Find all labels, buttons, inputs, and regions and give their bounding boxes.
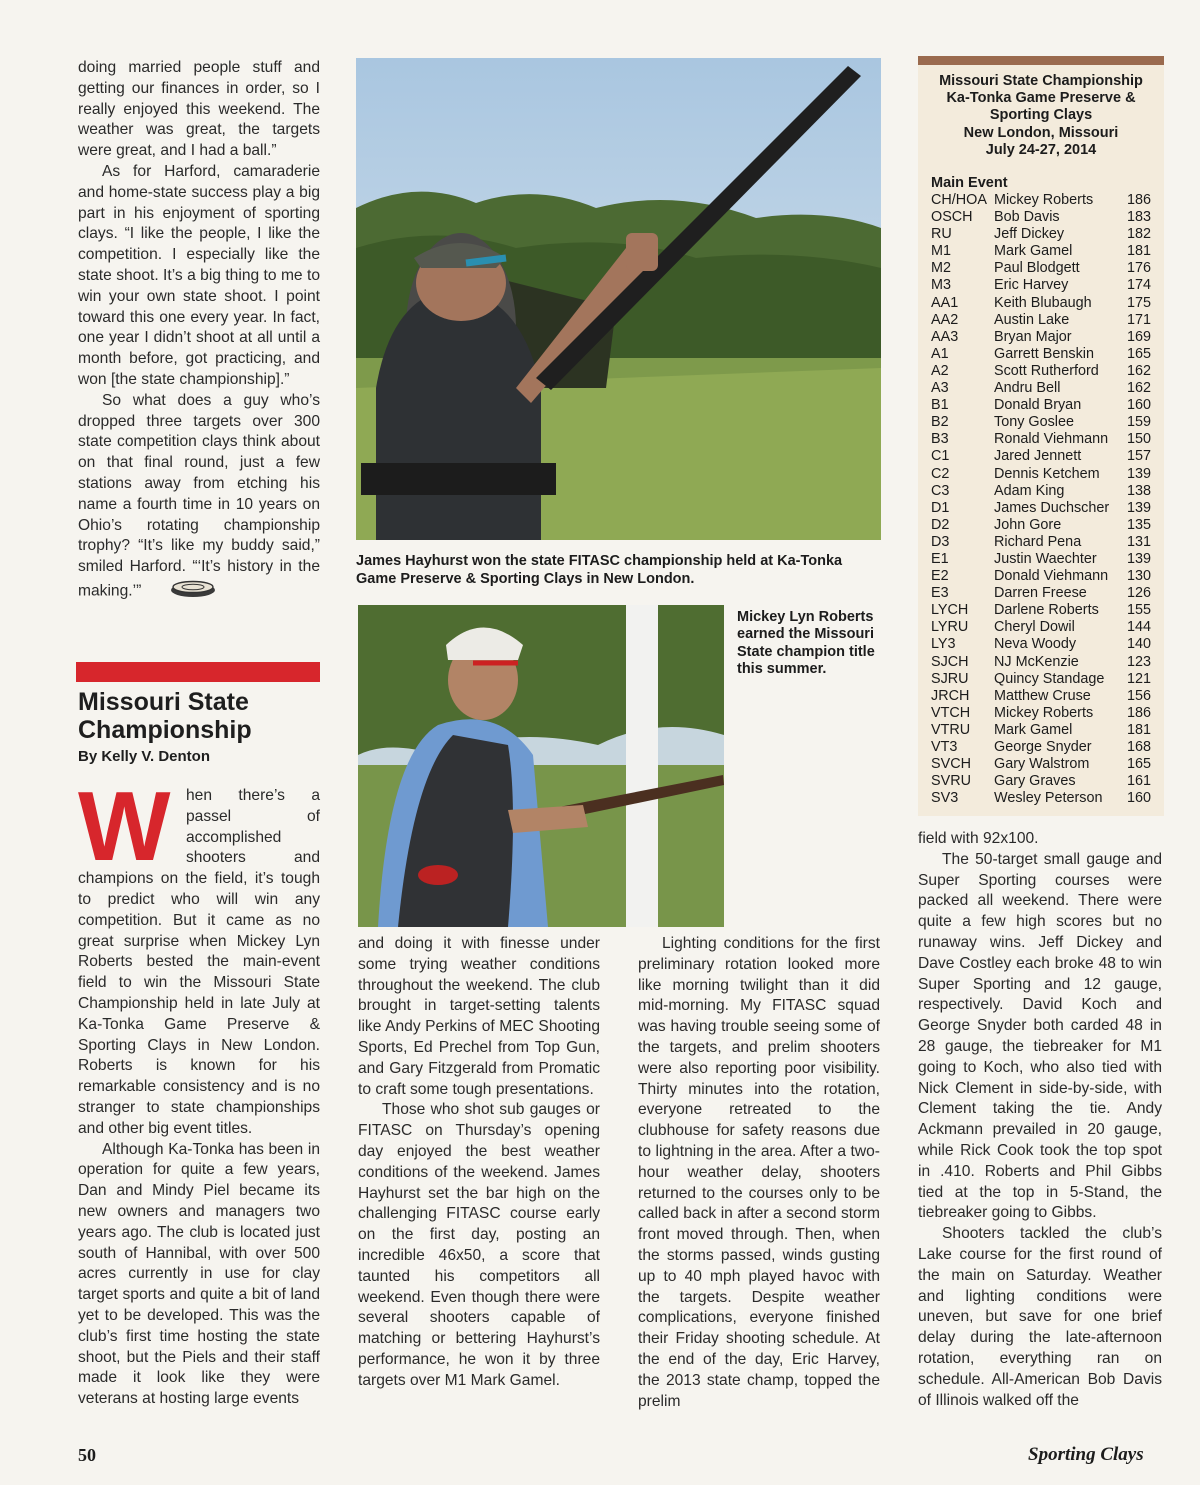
paragraph: and doing it with finesse under some trying weather conditions throughout the weekend. The club brought in target-setting talents like Andy Perkins of MEC Shooting Sports, Ed Prechel from Top Gun, and Gary Fitzgerald from Promatic to craft some tough presentations. <box>358 935 600 1098</box>
result-score: 159 <box>1126 414 1151 431</box>
result-score: 186 <box>1126 704 1151 721</box>
result-score: 160 <box>1126 397 1151 414</box>
result-score: 160 <box>1126 790 1151 807</box>
results-row <box>931 705 1151 722</box>
result-score: 165 <box>1126 345 1151 362</box>
results-sidebar-rule <box>918 56 1164 65</box>
result-name: Donald Viehmann <box>994 568 1109 585</box>
results-row <box>931 414 1151 431</box>
result-name: Bob Davis <box>994 209 1060 226</box>
results-row <box>931 329 1151 346</box>
result-name: Gary Walstrom <box>994 756 1090 773</box>
result-name: Jeff Dickey <box>994 226 1065 243</box>
result-class: B3 <box>931 431 949 448</box>
result-class: A3 <box>931 380 949 397</box>
results-row <box>931 602 1151 619</box>
results-row <box>931 312 1151 329</box>
result-class: OSCH <box>931 209 973 226</box>
results-row <box>931 295 1151 312</box>
result-class: M1 <box>931 243 951 260</box>
result-name: Neva Woody <box>994 636 1077 653</box>
result-class: E2 <box>931 568 949 585</box>
result-score: 186 <box>1126 192 1151 208</box>
results-row <box>931 260 1151 277</box>
result-class: LYCH <box>931 602 969 619</box>
result-score: 157 <box>1126 448 1151 465</box>
result-name: James Duchscher <box>994 499 1110 516</box>
clay-target-icon <box>145 578 217 605</box>
paragraph: field with 92x100. <box>918 830 1039 847</box>
result-name: Keith Blubaugh <box>994 294 1092 311</box>
results-row <box>931 209 1151 226</box>
results-row <box>931 483 1151 500</box>
paragraph: Although Ka-Tonka has been in operation for quite a few years, Dan and Mindy Piel became its new owners and managers two years ago. The club is located just south of Hannibal, with over 500 acres currently in use for clay target sports and quite a bit of land yet to be developed. This was the club’s first time hosting the state shoot, but the Piels and their staff made it look like they were veterans at hosting large events <box>78 1140 320 1408</box>
result-class: JRCH <box>931 687 970 704</box>
result-class: C3 <box>931 482 950 499</box>
result-score: 171 <box>1126 311 1151 328</box>
result-name: Bryan Major <box>994 328 1072 345</box>
results-row <box>931 756 1151 773</box>
result-score: 176 <box>1126 260 1151 277</box>
results-row <box>931 636 1151 653</box>
result-class: E3 <box>931 585 949 602</box>
lead-paragraph <box>78 771 320 1140</box>
results-row <box>931 551 1151 568</box>
results-row <box>931 671 1151 688</box>
result-name: Wesley Peterson <box>994 790 1103 807</box>
results-row <box>931 739 1151 756</box>
result-name: Mark Gamel <box>994 243 1073 260</box>
paragraph: Lighting conditions for the first preliminary rotation looked more like morning twilight than it did mid-morning. My FITASC squad was having trouble seeing some of the targets, and prelim shooters were also reporting poor visibility. Thirty minutes into the rotation, everyone retreated to the clubhouse for safety reasons due to lightning in the area. After a two-hour weather delay, shooters returned to the courses only to be called back in after a second storm front moved through. Then, when the storms passed, winds gusting up to 40 mph played havoc with the targets. Despite weather complications, everyone finished their Friday shooting schedule. At the end of the day, Eric Harvey, the 2013 state champ, topped the prelim <box>638 935 880 1410</box>
result-class: CH/HOA <box>931 192 987 208</box>
results-row <box>931 534 1151 551</box>
result-name: Richard Pena <box>994 533 1082 550</box>
result-score: 130 <box>1126 568 1151 585</box>
results-row <box>931 380 1151 397</box>
result-score: 131 <box>1126 533 1151 550</box>
result-class: AA3 <box>931 328 959 345</box>
result-score: 135 <box>1126 516 1151 533</box>
result-class: AA2 <box>931 311 959 328</box>
result-score: 183 <box>1126 209 1151 226</box>
results-title-line: Missouri State Championship <box>939 73 1143 89</box>
result-score: 162 <box>1126 380 1151 397</box>
dropcap-box <box>78 771 182 881</box>
result-score: 181 <box>1126 721 1151 738</box>
result-class: C2 <box>931 465 950 482</box>
magazine-name: Sporting Clays <box>1028 1444 1144 1465</box>
result-class: SVRU <box>931 773 971 790</box>
result-name: Mickey Roberts <box>994 704 1094 721</box>
result-score: 175 <box>1126 294 1151 311</box>
page-number: 50 <box>78 1445 96 1465</box>
section-rule <box>76 662 320 682</box>
result-class: B2 <box>931 414 949 431</box>
results-row <box>931 568 1151 585</box>
results-row <box>931 688 1151 705</box>
results-row <box>931 346 1151 363</box>
results-row <box>931 431 1151 448</box>
previous-story-continuation <box>78 58 320 605</box>
result-name: Gary Graves <box>994 773 1076 790</box>
results-row <box>931 517 1151 534</box>
results-row <box>931 243 1151 260</box>
result-name: Quincy Standage <box>994 670 1105 687</box>
result-score: 174 <box>1126 277 1151 294</box>
result-class: M2 <box>931 260 951 277</box>
result-score: 139 <box>1126 550 1151 567</box>
result-score: 162 <box>1126 362 1151 379</box>
result-score: 150 <box>1126 431 1151 448</box>
result-name: Paul Blodgett <box>994 260 1080 277</box>
result-name: Ronald Viehmann <box>994 431 1109 448</box>
article-column-2 <box>358 934 600 1392</box>
result-name: Tony Goslee <box>994 414 1074 431</box>
result-class: SJRU <box>931 670 969 687</box>
result-class: D3 <box>931 533 950 550</box>
results-row <box>931 226 1151 243</box>
results-row <box>931 619 1151 636</box>
result-name: Austin Lake <box>994 311 1070 328</box>
result-name: Justin Waechter <box>994 550 1097 567</box>
results-row <box>931 790 1151 807</box>
photo2-caption: Mickey Lyn Roberts earned the Missouri State champion title this summer. <box>737 609 875 678</box>
result-class: LY3 <box>931 636 956 653</box>
result-class: VTRU <box>931 721 971 738</box>
result-score: 140 <box>1126 636 1151 653</box>
result-score: 169 <box>1126 328 1151 345</box>
results-row <box>931 773 1151 790</box>
result-name: Scott Rutherford <box>994 362 1099 379</box>
result-score: 123 <box>1126 653 1151 670</box>
result-name: Mark Gamel <box>994 721 1073 738</box>
result-score: 156 <box>1126 687 1151 704</box>
article-column-4 <box>918 829 1162 1411</box>
paragraph: doing married people stuff and getting our finances in order, so I really enjoyed this weekend. The weather was great, the targets were great, and I had a ball.” <box>78 59 320 160</box>
result-score: 168 <box>1126 739 1151 755</box>
result-name: Dennis Ketchem <box>994 465 1100 482</box>
results-title-line: Sporting Clays <box>989 107 1093 124</box>
result-class: E1 <box>931 550 949 567</box>
result-class: A1 <box>931 345 949 362</box>
result-score: 182 <box>1126 226 1151 243</box>
result-name: Garrett Benskin <box>994 345 1094 362</box>
result-name: Donald Bryan <box>994 397 1082 414</box>
result-score: 181 <box>1126 243 1151 260</box>
result-class: VT3 <box>931 739 958 755</box>
result-score: 144 <box>1126 619 1151 636</box>
result-name: Cheryl Dowil <box>994 619 1075 636</box>
paragraph-text: So what does a guy who’s dropped three targets over 300 state competition clays think about on that final round, just a few stations away from etching his name a fourth time in 10 years on Ohio’s rotating championship trophy? “It’s like my buddy said,” smiled Harford. “‘It’s history in the making.’” <box>78 391 320 600</box>
result-class: A2 <box>931 362 949 379</box>
results-subhead: Main Event <box>931 175 1008 191</box>
article-column-3 <box>638 934 880 1412</box>
paragraph <box>78 391 320 605</box>
result-class: SV3 <box>931 790 959 807</box>
result-class: B1 <box>931 397 949 414</box>
results-row <box>931 466 1151 483</box>
result-name: George Snyder <box>994 739 1092 755</box>
result-class: LYRU <box>931 619 969 636</box>
result-name: NJ McKenzie <box>994 653 1079 670</box>
dropcap: W <box>78 771 167 881</box>
paragraph: Shooters tackled the club’s Lake course for the first round of the main on Saturday. Weather and lighting conditions were uneven, but save for one brief delay during the late-afternoon rotation, everything ran on schedule. All-American Bob Davis of Illinois walked off the <box>918 1225 1162 1409</box>
photo-roberts-shooting <box>358 605 724 927</box>
results-title-line: New London, Missouri <box>963 124 1119 141</box>
article-byline: By Kelly V. Denton <box>78 748 210 765</box>
results-row <box>931 448 1151 465</box>
results-row <box>931 654 1151 671</box>
article-headline: Missouri State Championship <box>78 688 252 744</box>
result-score: 138 <box>1126 482 1151 499</box>
result-name: Jared Jennett <box>994 448 1082 465</box>
results-row <box>931 192 1151 209</box>
result-class: SVCH <box>931 756 971 773</box>
result-name: Eric Harvey <box>994 277 1069 294</box>
result-name: Adam King <box>994 482 1065 499</box>
photo1-caption: James Hayhurst won the state FITASC championship held at Ka-Tonka Game Preserve & Sporting Clays in New London. <box>356 553 843 587</box>
paragraph: As for Harford, camaraderie and home-state success play a big part in his enjoyment of sporting clays. “I like the people, I like the competition. I especially like the state shoot. It’s a big thing to me to win your own state shoot. I point toward this one every year. In fact, one year I didn’t shoot at all until a month before, got practicing, and won [the state championship].” <box>78 162 320 388</box>
result-name: Darren Freese <box>994 585 1087 602</box>
result-class: VTCH <box>931 704 971 721</box>
article-column-1 <box>78 771 320 1410</box>
result-name: Matthew Cruse <box>994 687 1091 704</box>
result-score: 126 <box>1126 585 1151 602</box>
paragraph: Those who shot sub gauges or FITASC on Thursday’s opening day enjoyed the best weather conditions of the weekend. James Hayhurst set the bar high on the challenging FITASC course early on the first day, posting an incredible 46x50, a score that taunted his competitors all weekend. Even though there were several shooters capable of matching or bettering Hayhurst’s performance, he won it by three targets over M1 Mark Gamel. <box>358 1101 600 1389</box>
result-name: Andru Bell <box>994 380 1061 397</box>
results-row <box>931 722 1151 739</box>
result-score: 155 <box>1126 602 1151 619</box>
paragraph: The 50-target small gauge and Super Sporting courses were packed all weekend. There were quite a few high scores but no runaway wins. Jeff Dickey and Dave Costley each broke 48 to win Super Sporting and 12 gauge, respectively. David Koch and George Snyder both carded 48 in 28 gauge, the tiebreaker for M1 going to Koch, who also tied with Nick Clement in side-by-side, with Clement taking the tie. Andy Ackmann prevailed in 20 gauge, while Rick Cook took the top spot in .410. Roberts and Phil Gibbs tied at the top in 5-Stand, the tiebreaker going to Gibbs. <box>918 850 1162 1222</box>
results-title <box>918 73 1164 159</box>
result-score: 139 <box>1126 465 1151 482</box>
results-row <box>931 363 1151 380</box>
result-class: D1 <box>931 499 950 516</box>
lead-text: hen there’s a passel of accomplished shooters and champions on the field, it’s tough to predict who will win any competition. But it came as no great surprise when Mickey Lyn Roberts bested the main-event field to win the Missouri State Championship held in late July at Ka-Tonka Game Preserve & Sporting Clays in New London. Roberts is known for his remarkable consistency and is no stranger to state championships and other big event titles. <box>78 787 320 1137</box>
result-name: Darlene Roberts <box>994 602 1099 619</box>
results-title-line: Ka-Tonka Game Preserve & <box>946 90 1136 107</box>
result-score: 165 <box>1126 756 1151 773</box>
results-title-line: July 24-27, 2014 <box>985 141 1097 158</box>
result-score: 121 <box>1126 670 1151 687</box>
results-row <box>931 277 1151 294</box>
result-class: D2 <box>931 516 950 533</box>
result-name: John Gore <box>994 516 1062 533</box>
results-row <box>931 500 1151 517</box>
result-score: 161 <box>1126 773 1151 790</box>
result-score: 139 <box>1126 499 1151 516</box>
results-table <box>931 192 1151 807</box>
results-row <box>931 585 1151 602</box>
result-name: Mickey Roberts <box>994 192 1094 208</box>
result-class: C1 <box>931 448 950 465</box>
result-class: AA1 <box>931 294 959 311</box>
photo-hayhurst-shooting <box>356 58 881 540</box>
result-class: M3 <box>931 277 951 294</box>
result-class: SJCH <box>931 653 969 670</box>
results-row <box>931 397 1151 414</box>
result-class: RU <box>931 226 952 243</box>
